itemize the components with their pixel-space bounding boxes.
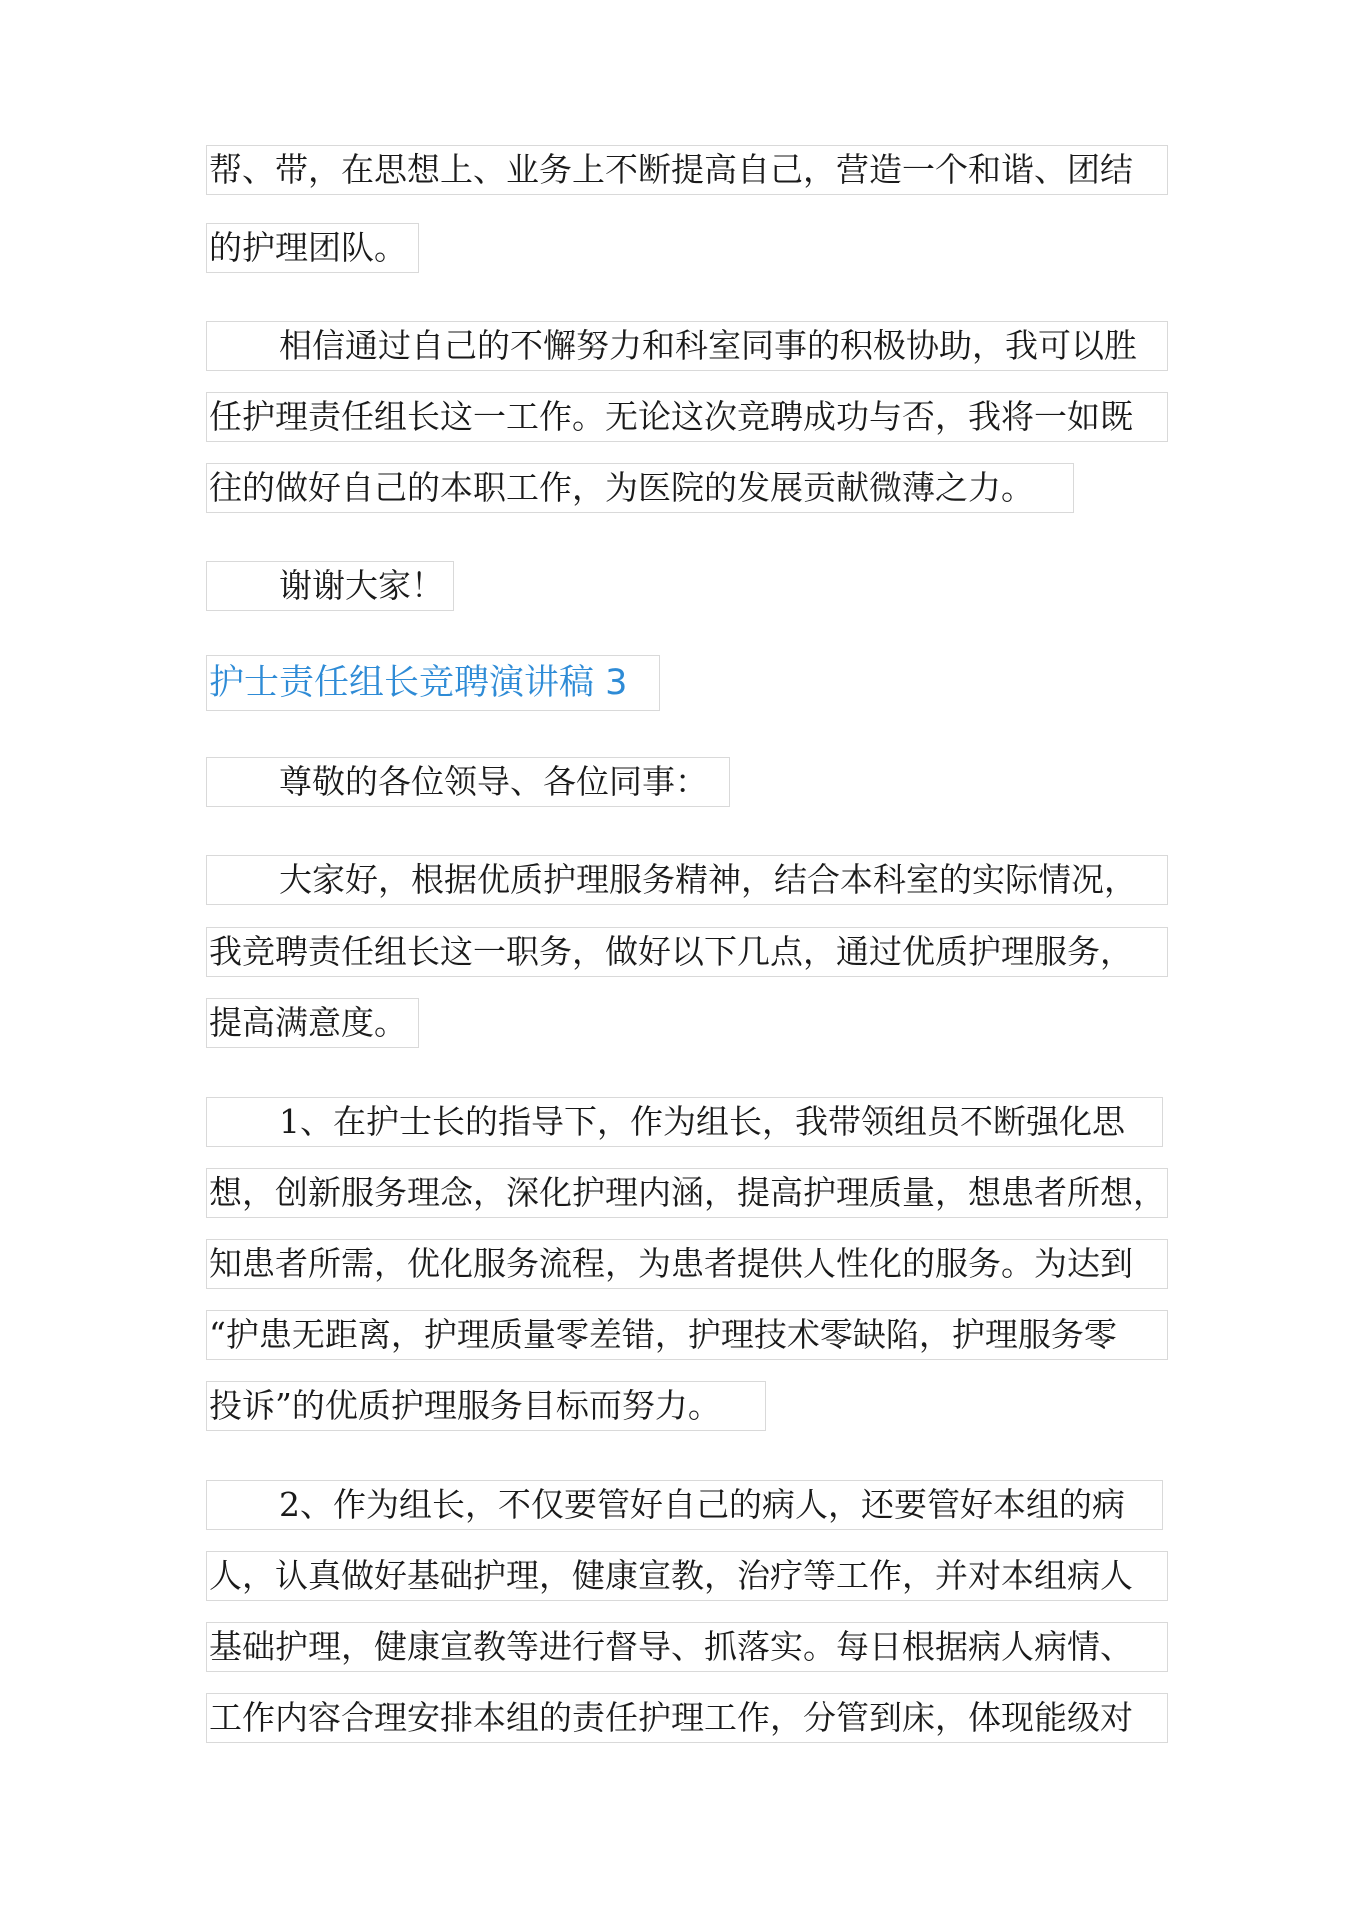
paragraph-6-line-5: 投诉”的优质护理服务目标而努力。 <box>206 1381 766 1431</box>
paragraph-2-line-1: 相信通过自己的不懈努力和科室同事的积极协助，我可以胜 <box>206 321 1168 371</box>
paragraph-1-line-2: 的护理团队。 <box>206 223 419 273</box>
section-heading: 护士责任组长竞聘演讲稿 3 <box>206 655 660 711</box>
paragraph-3-line-1: 谢谢大家！ <box>206 561 454 611</box>
paragraph-7-line-2: 人，认真做好基础护理，健康宣教，治疗等工作，并对本组病人 <box>206 1551 1168 1601</box>
paragraph-6-line-3: 知患者所需，优化服务流程，为患者提供人性化的服务。为达到 <box>206 1239 1168 1289</box>
paragraph-2-line-2: 任护理责任组长这一工作。无论这次竞聘成功与否，我将一如既 <box>206 392 1168 442</box>
paragraph-6-line-1: 1、在护士长的指导下，作为组长，我带领组员不断强化思 <box>206 1097 1163 1147</box>
paragraph-7-line-4: 工作内容合理安排本组的责任护理工作，分管到床，体现能级对 <box>206 1693 1168 1743</box>
paragraph-6-line-4: “护患无距离，护理质量零差错，护理技术零缺陷，护理服务零 <box>206 1310 1168 1360</box>
paragraph-7-line-3: 基础护理，健康宣教等进行督导、抓落实。每日根据病人病情、 <box>206 1622 1168 1672</box>
paragraph-7-line-1: 2、作为组长，不仅要管好自己的病人，还要管好本组的病 <box>206 1480 1163 1530</box>
paragraph-6-line-2: 想，创新服务理念，深化护理内涵，提高护理质量，想患者所想， <box>206 1168 1168 1218</box>
paragraph-5-line-2: 我竞聘责任组长这一职务，做好以下几点，通过优质护理服务， <box>206 927 1168 977</box>
paragraph-4-line-1: 尊敬的各位领导、各位同事： <box>206 757 730 807</box>
paragraph-2-line-3: 往的做好自己的本职工作，为医院的发展贡献微薄之力。 <box>206 463 1074 513</box>
paragraph-5-line-3: 提高满意度。 <box>206 998 419 1048</box>
paragraph-1-line-1: 帮、带，在思想上、业务上不断提高自己，营造一个和谐、团结 <box>206 145 1168 195</box>
paragraph-5-line-1: 大家好，根据优质护理服务精神，结合本科室的实际情况， <box>206 855 1168 905</box>
